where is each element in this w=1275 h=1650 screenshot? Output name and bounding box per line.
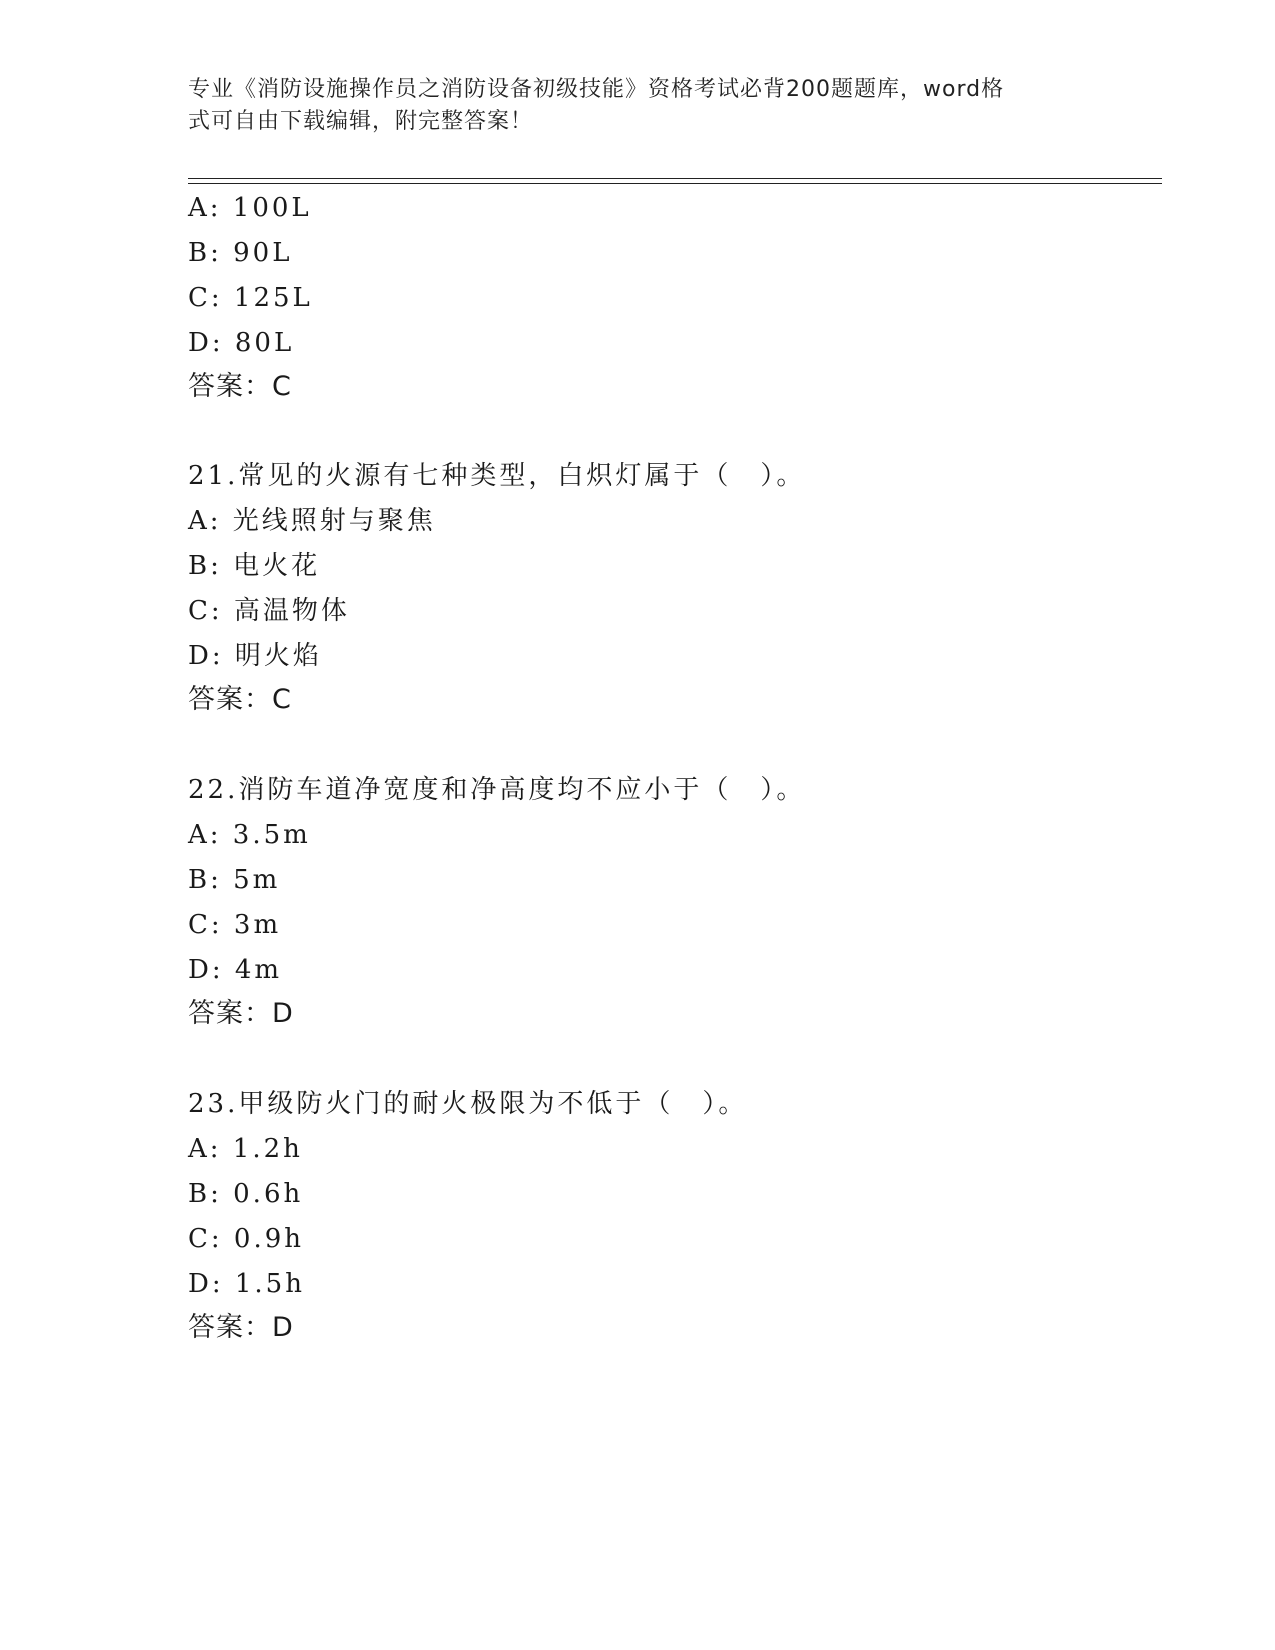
q23-option-d: D: 1.5h [188,1269,305,1299]
q22-question: 22.消防车道净宽度和净高度均不应小于（ ）。 [188,775,806,805]
q21-answer: 答案：C [188,684,292,715]
q20-option-d: D: 80L [188,328,295,358]
q23-question: 23.甲级防火门的耐火极限为不低于（ ）。 [188,1089,748,1119]
header-divider-top [188,178,1162,179]
q20-option-b: B: 90L [188,238,293,268]
q21-option-a: A: 光线照射与聚焦 [188,506,436,536]
q23-option-c: C: 0.9h [188,1224,305,1254]
q22-option-b: B: 5m [188,865,281,895]
q22-option-a: A: 3.5m [188,820,311,850]
q22-answer: 答案：D [188,998,294,1029]
document-header [188,74,1068,138]
q20-answer: 答案：C [188,371,292,402]
q21-option-b: B: 电火花 [188,551,321,581]
q22-option-d: D: 4m [188,955,283,985]
q22-option-c: C: 3m [188,910,282,940]
q20-option-c: C: 125L [188,283,313,313]
q23-option-b: B: 0.6h [188,1179,304,1209]
q21-option-c: C: 高温物体 [188,596,350,626]
q21-question: 21.常见的火源有七种类型，白炽灯属于（ ）。 [188,461,806,491]
header-title-line-1: 专业《消防设施操作员之消防设备初级技能》资格考试必背200题题库，word格 [188,77,1005,102]
q21-option-d: D: 明火焰 [188,641,322,671]
header-title-line-2: 式可自由下载编辑，附完整答案！ [188,109,534,134]
header-divider-bottom [188,183,1162,184]
q20-option-a: A: 100L [188,193,312,223]
q23-option-a: A: 1.2h [188,1134,303,1164]
q23-answer: 答案：D [188,1312,294,1343]
